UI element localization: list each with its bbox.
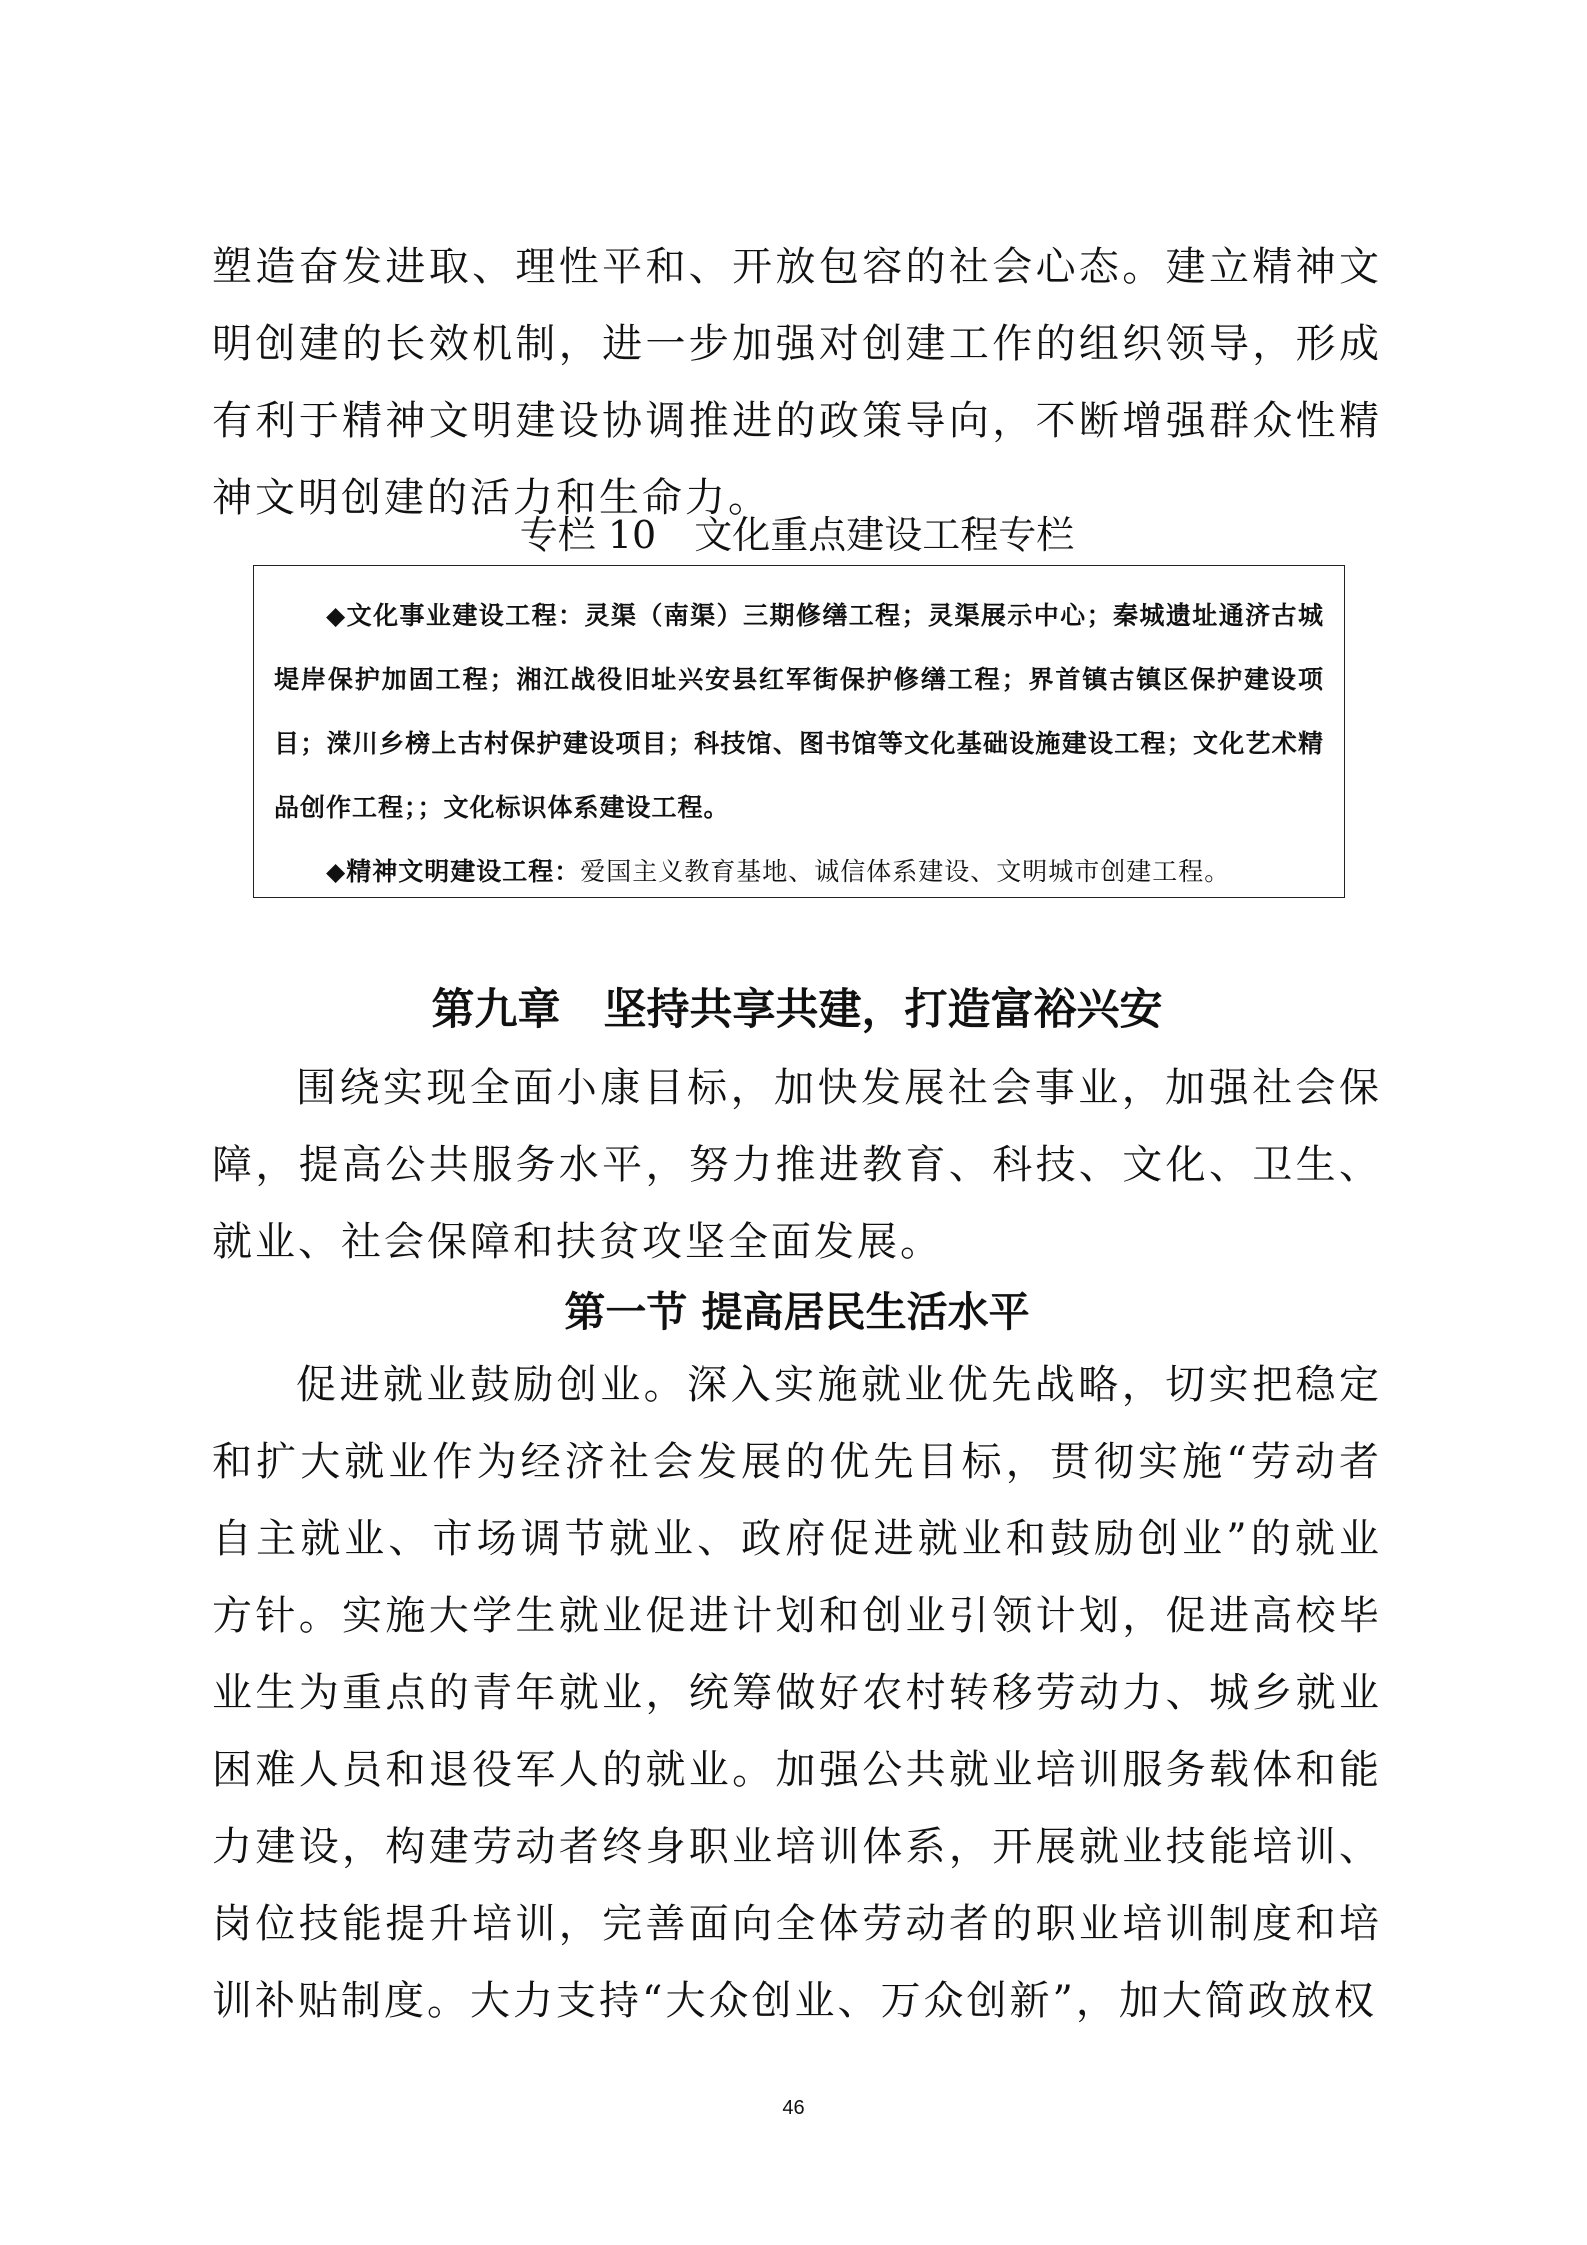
section-paragraph-text: 深入实施就业优先战略，切实把稳定和扩大就业作为经济社会发展的优先目标，贯彻实施“劳动者自主就业、市场调节就业、政府促进就业和鼓励创业”的就业方针。实施大学生就业促进计划和创业引领计划，促进高校毕业生为重点的青年就业，统筹做好农村转移劳动力、城乡就业困难人员和退役军人的就业。加强公共就业培训服务载体和能力建设，构建劳动者终身职业培训体系，开展就业技能培训、岗位技能提升培训，完善面向全体劳动者的职业培训制度和培训补贴制度。大力支持“大众创业、万众创新”，加大简政放权 [212, 1362, 1382, 2024]
feature-box-title: 专栏 10 文化重点建设工程专栏 [519, 513, 1075, 557]
feature-box-item [274, 584, 1324, 840]
feature-box-item-label: ◆精神文明建设工程： [326, 857, 581, 886]
page-number: 46 [782, 2097, 805, 2119]
chapter-heading: 第九章 坚持共享共建，打造富裕兴安 [431, 985, 1163, 1035]
feature-box [253, 565, 1345, 898]
feature-box-item-text: 灵渠（南渠）三期修缮工程；灵渠展示中心；秦城遗址通济古城堤岸保护加固工程；湘江战役旧址兴安县红军街保护修缮工程；界首镇古镇区保护建设项目；溁川乡榜上古村保护建设项目；科技馆、图书馆等文化基础设施建设工程；文化艺术精品创作工程；；文化标识体系建设工程。 [274, 601, 1324, 822]
feature-box-item-label: ◆文化事业建设工程： [326, 601, 585, 630]
section-heading: 第一节 提高居民生活水平 [564, 1288, 1030, 1336]
chapter-paragraph: 围绕实现全面小康目标，加快发展社会事业，加强社会保障，提高公共服务水平，努力推进教育、科技、文化、卫生、就业、社会保障和扶贫攻坚全面发展。 [212, 1065, 1382, 1265]
section-paragraph [212, 1347, 1382, 2040]
intro-paragraph: 塑造奋发进取、理性平和、开放包容的社会心态。建立精神文明创建的长效机制，进一步加强对创建工作的组织领导，形成有利于精神文明建设协调推进的政策导向，不断增强群众性精神文明创建的活力和生命力。 [212, 244, 1382, 521]
feature-box-item [274, 840, 1324, 904]
section-paragraph-lead: 促进就业鼓励创业。 [296, 1362, 688, 1408]
feature-box-item-text: 爱国主义教育基地、诚信体系建设、文明城市创建工程。 [580, 857, 1231, 886]
